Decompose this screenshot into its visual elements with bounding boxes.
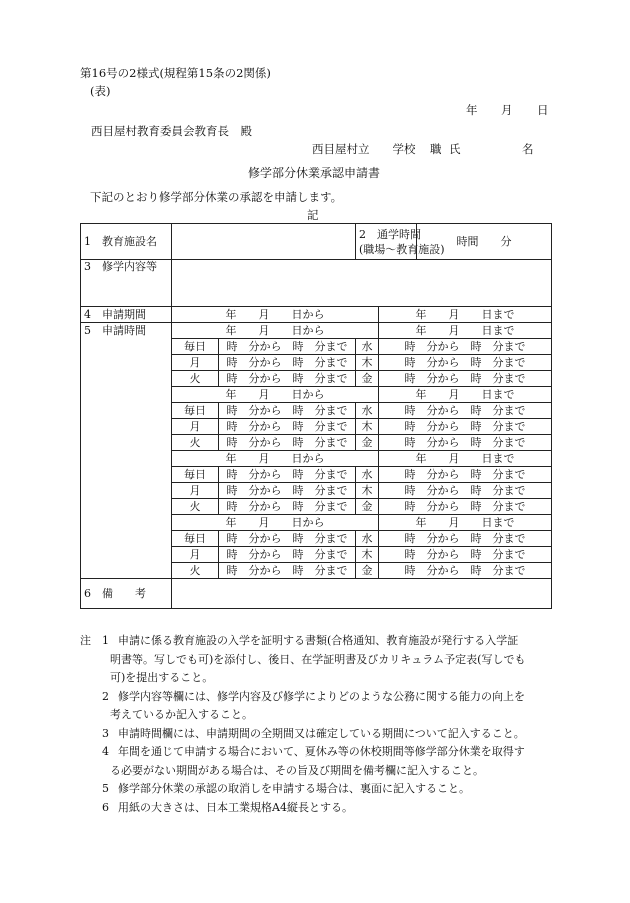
applicant-school: 西目屋村立 学校 (312, 142, 416, 156)
note-item (80, 688, 555, 725)
day-cell: 木 (356, 483, 379, 499)
intro-text: 下記のとおり修学部分休業の承認を申請します。 (90, 190, 343, 204)
note-number: 5 (102, 782, 109, 795)
note-number: 2 (102, 689, 109, 703)
note-item (80, 780, 555, 799)
time-cell[interactable]: 時 分から 時 分まで (219, 339, 356, 355)
note-line: 年間を通じて申請する場合において、夏休み等の休校期間等修学部分休業を取得す (118, 745, 525, 758)
note-line: 可)を提出すること。 (110, 671, 214, 684)
block-from[interactable]: 年 月 日から (172, 387, 379, 403)
day-cell: 毎日 (172, 339, 219, 355)
time-cell[interactable]: 時 分から 時 分まで (219, 355, 356, 371)
remarks-value[interactable] (172, 579, 552, 609)
study-value[interactable] (172, 260, 552, 307)
note-line: 申請に係る教育施設の入学を証明する書類(合格通知、教育施設が発行する入学証 (118, 634, 519, 647)
day-cell: 火 (172, 371, 219, 387)
note-number: 4 (102, 745, 109, 758)
note-number: 6 (102, 800, 109, 814)
time-cell[interactable]: 時 分から 時 分まで (219, 371, 356, 387)
time-cell[interactable]: 時 分から 時 分まで (219, 403, 356, 419)
time-cell[interactable]: 時 分から 時 分まで (379, 355, 552, 371)
note-item (80, 725, 555, 744)
note-line: 明書等。写しでも可)を添付し、後日、在学証明書及びカリキュラム予定表(写しでも (110, 652, 526, 666)
note-item (80, 799, 555, 818)
day-cell: 火 (172, 563, 219, 579)
document-title: 修学部分休業承認申請書 (248, 166, 381, 180)
ki-label: 記 (307, 208, 319, 222)
day-cell: 金 (356, 435, 379, 451)
facility-label: 1 教育施設名 (81, 224, 172, 260)
applicant-name-a: 氏 (449, 142, 461, 156)
day-cell: 水 (356, 339, 379, 355)
form-id: 第16号の2様式(規程第15条の2関係) (80, 66, 271, 80)
note-line: 申請時間欄には、申請期間の全期間又は確定している期間について記入すること。 (118, 726, 525, 740)
block-from[interactable]: 年 月 日から (172, 515, 379, 531)
facility-value[interactable] (172, 224, 356, 260)
day-cell: 水 (356, 403, 379, 419)
note-line: る必要がない期間がある場合は、その旨及び期間を備考欄に記入すること。 (110, 763, 484, 777)
note-line: 修学内容等欄には、修学内容及び修学によりどのような公務に関する能力の向上を (118, 689, 525, 703)
note-number: 1 (102, 634, 109, 647)
commute-label-a: 2 通学時間 (359, 227, 422, 241)
applicant-name-b: 名 (522, 142, 534, 156)
day-cell: 金 (356, 563, 379, 579)
day-cell: 水 (356, 467, 379, 483)
period-to[interactable]: 年 月 日まで (379, 307, 552, 323)
time-cell[interactable]: 時 分から 時 分まで (219, 435, 356, 451)
time-cell[interactable]: 時 分から 時 分まで (379, 563, 552, 579)
day-cell: 月 (172, 483, 219, 499)
commute-label (356, 224, 445, 260)
time-cell[interactable]: 時 分から 時 分まで (379, 403, 552, 419)
study-label: 3 修学内容等 (81, 260, 172, 280)
addressee: 西目屋村教育委員会教育長 殿 (91, 124, 252, 138)
day-cell: 月 (172, 547, 219, 563)
day-cell: 毎日 (172, 467, 219, 483)
time-cell[interactable]: 時 分から 時 分まで (379, 467, 552, 483)
day-cell: 金 (356, 371, 379, 387)
time-cell[interactable]: 時 分から 時 分まで (379, 499, 552, 515)
note-line: 考えているか記入すること。 (110, 708, 253, 721)
day-cell: 火 (172, 499, 219, 515)
day-cell: 毎日 (172, 403, 219, 419)
block-to[interactable]: 年 月 日まで (379, 515, 552, 531)
application-table (80, 223, 552, 609)
time-cell[interactable]: 時 分から 時 分まで (379, 435, 552, 451)
period-label: 4 申請期間 (81, 307, 172, 323)
time-cell[interactable]: 時 分から 時 分まで (219, 531, 356, 547)
commute-value[interactable]: 時間 分 (417, 224, 552, 260)
time-cell[interactable]: 時 分から 時 分まで (219, 563, 356, 579)
time-cell[interactable]: 時 分から 時 分まで (379, 371, 552, 387)
time-cell[interactable]: 時 分から 時 分まで (379, 547, 552, 563)
block-to[interactable]: 年 月 日まで (379, 387, 552, 403)
note-item (80, 743, 555, 780)
note-item (80, 632, 555, 688)
day-cell: 木 (356, 419, 379, 435)
day-cell: 水 (356, 531, 379, 547)
day-cell: 月 (172, 419, 219, 435)
day-cell: 月 (172, 355, 219, 371)
applicant-post: 職 (430, 142, 442, 156)
commute-label-b: (職場～教育施設) (359, 242, 445, 256)
remarks-label: 6 備 考 (81, 579, 172, 609)
date-day: 日 (537, 103, 549, 117)
day-cell: 火 (172, 435, 219, 451)
day-cell: 金 (356, 499, 379, 515)
note-line: 修学部分休業の承認の取消しを申請する場合は、裏面に記入すること。 (118, 782, 470, 795)
time-cell[interactable]: 時 分から 時 分まで (219, 419, 356, 435)
notes-prefix: 注 (80, 634, 91, 647)
time-cell[interactable]: 時 分から 時 分まで (379, 339, 552, 355)
date-year: 年 (466, 103, 478, 117)
date-month: 月 (501, 103, 513, 117)
day-cell: 木 (356, 547, 379, 563)
form-side: (表) (90, 84, 111, 98)
day-cell: 木 (356, 355, 379, 371)
time-cell[interactable]: 時 分から 時 分まで (219, 547, 356, 563)
note-line: 用紙の大きさは、日本工業規格A4縦長とする。 (118, 800, 353, 814)
block-from[interactable]: 年 月 日から (172, 323, 379, 339)
hours-label: 5 申請時間 (81, 323, 172, 339)
note-number: 3 (102, 726, 109, 740)
notes-section (80, 632, 555, 817)
time-cell[interactable]: 時 分から 時 分まで (379, 419, 552, 435)
time-cell[interactable]: 時 分から 時 分まで (379, 483, 552, 499)
block-to[interactable]: 年 月 日まで (379, 451, 552, 467)
day-cell: 毎日 (172, 531, 219, 547)
period-from[interactable]: 年 月 日から (172, 307, 379, 323)
time-cell[interactable]: 時 分から 時 分まで (219, 499, 356, 515)
block-to[interactable]: 年 月 日まで (379, 323, 552, 339)
time-cell[interactable]: 時 分から 時 分まで (379, 531, 552, 547)
block-from[interactable]: 年 月 日から (172, 451, 379, 467)
time-cell[interactable]: 時 分から 時 分まで (219, 467, 356, 483)
time-cell[interactable]: 時 分から 時 分まで (219, 483, 356, 499)
